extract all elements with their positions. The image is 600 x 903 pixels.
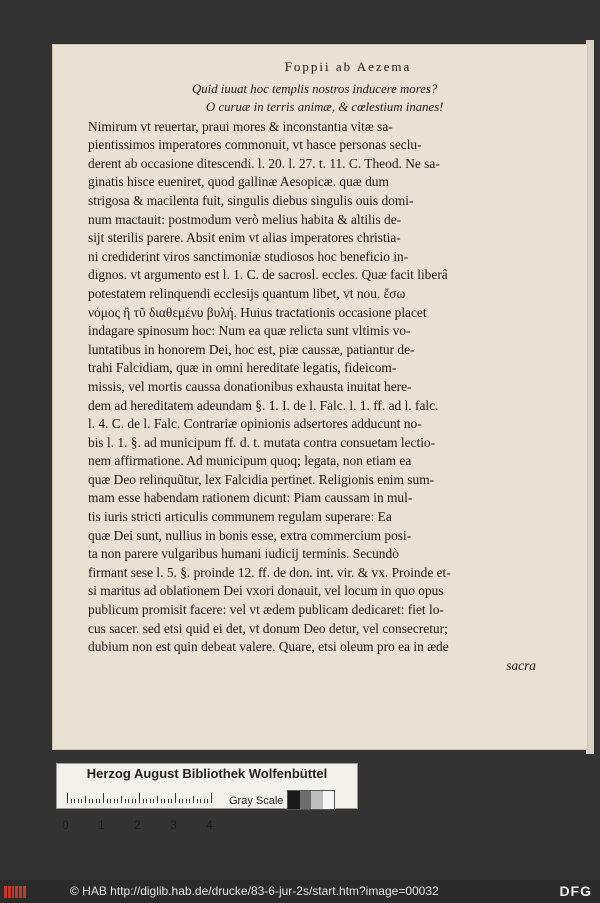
ruler-tick <box>132 799 133 803</box>
ruler-tick <box>146 799 147 803</box>
text-line: bis l. 1. §. ad municipum ff. d. t. mutata contra consuetam lectio- <box>88 434 436 450</box>
ruler-tick <box>81 799 82 803</box>
text-line: tis iuris stricti articulis communem regulam superare: Ea <box>88 509 392 525</box>
ruler-tick <box>157 796 158 803</box>
running-header: Foppii ab Aezema <box>284 59 412 74</box>
ruler-tick <box>107 799 108 803</box>
text-line: si maritus ad oblationem Dei vxori donauit, vel locum in quo opus <box>88 583 444 599</box>
text-line: luntatibus in honorem Dei, hoc est, piæ caussæ, patiantur de- <box>88 341 415 357</box>
hab-logo-icon <box>4 886 26 898</box>
ruler-tick <box>204 799 205 803</box>
ruler-tick <box>168 799 169 803</box>
color-calibration-bar <box>56 763 358 809</box>
ruler-tick <box>135 799 136 803</box>
ruler-tick <box>125 799 126 803</box>
ruler-tick <box>67 793 68 803</box>
library-name: Herzog August Bibliothek Wolfenbüttel <box>86 766 328 781</box>
ruler-number: 4 <box>206 818 213 832</box>
copyright-link[interactable]: © HAB http://diglib.hab.de/drucke/83-6-jur-2s/start.htm?image=00032 <box>70 884 439 898</box>
text-line: derent ab occasione ditescendi. l. 20. l. 27. t. 11. C. Theod. Ne sa- <box>88 155 440 171</box>
catchword: sacra <box>506 657 536 673</box>
ruler-tick <box>96 799 97 803</box>
gray-swatch <box>300 791 312 809</box>
ruler-tick <box>78 799 79 803</box>
ruler-number: 2 <box>134 818 141 832</box>
ruler-tick <box>189 799 190 803</box>
ruler-tick <box>193 796 194 803</box>
dfg-logo: DFG <box>559 883 592 899</box>
text-line: dignos. vt argumento est l. 1. C. de sacrosl. eccles. Quæ facit liberâ <box>88 267 448 283</box>
verse-line: Quid iuuat hoc templis nostros inducere mores? <box>192 81 438 96</box>
text-line: potestatem relinquendi ecclesijs quantum libet, vt nou. ἔσω <box>88 285 406 301</box>
text-line: num mactauit: postmodum verò melius habita & altilis de- <box>88 211 402 227</box>
text-line: sijt sterilis parere. Absit enim vt alias imperatores christia- <box>88 230 401 246</box>
text-line: indagare spinosum hoc: Num ea quæ relicta sunt vltimis vo- <box>88 323 411 339</box>
text-line: pientissimos imperatores commonuit, vt hasce personas seclu- <box>88 137 422 153</box>
text-line: l. 4. C. de l. Falc. Contrariæ opinionis adsertores adducunt no- <box>88 416 422 432</box>
ruler-number: 3 <box>170 818 177 832</box>
gray-swatch <box>311 791 323 809</box>
ruler-tick <box>171 799 172 803</box>
ruler-tick <box>103 793 104 803</box>
ruler-tick <box>121 796 122 803</box>
gray-swatch <box>288 791 300 809</box>
text-line: dem ad hereditatem adeundam §. 1. I. de l. Falc. l. 1. ff. ad l. falc. <box>88 397 439 413</box>
text-line: firmant sese l. 5. §. proinde 12. ff. de don. int. vir. & vx. Proinde et- <box>88 564 451 580</box>
ruler-tick <box>164 799 165 803</box>
logo-bar <box>8 886 11 898</box>
gray-swatch <box>323 791 335 809</box>
ruler-tick <box>175 793 176 803</box>
ruler-tick <box>128 799 129 803</box>
ruler-tick <box>74 799 75 803</box>
grayscale-label: Gray Scale <box>229 795 284 807</box>
gray-swatches <box>287 790 335 810</box>
verse-line: O curuæ in terris animæ, & cœlestium inanes! <box>206 99 444 114</box>
ruler-tick <box>200 799 201 803</box>
ruler-tick <box>117 799 118 803</box>
logo-bar <box>12 886 15 898</box>
page-text <box>88 58 548 675</box>
ruler <box>67 793 217 803</box>
ruler-tick <box>197 799 198 803</box>
logo-bar <box>19 886 22 898</box>
text-line: publicum promisit facere: vel vt ædem publicam dedicaret: fiet lo- <box>88 602 444 618</box>
ruler-tick <box>207 799 208 803</box>
ruler-tick <box>150 799 151 803</box>
footer-bar <box>0 880 600 903</box>
text-line: mam esse habendam rationem dicunt: Piam caussam in mul- <box>88 490 413 506</box>
ruler-tick <box>139 793 140 803</box>
text-line: quæ Deo relinquũtur, lex Falcidia pertinet. Religionis enim sum- <box>88 471 435 487</box>
body-paragraph <box>88 118 548 657</box>
text-line: ta non parere vulgaribus humani iudicij terminis. Secundò <box>88 546 399 562</box>
ruler-tick <box>92 799 93 803</box>
text-line: trahi Falcidiam, quæ in omni hereditate legatis, fideicom- <box>88 360 397 376</box>
text-line: nem affirmatione. Ad municipum quoq; legata, non etiam ea <box>88 453 412 469</box>
text-line: ginatis hisce eueniret, quod gallinæ Aesopicæ. quæ dum <box>88 174 389 190</box>
text-line: strigosa & macilenta fuit, singulis diebus singulis ouis domi- <box>88 192 414 208</box>
ruler-tick <box>143 799 144 803</box>
text-line: Nimirum vt reuertar, praui mores & inconstantia vitæ sa- <box>88 118 393 134</box>
ruler-tick <box>110 799 111 803</box>
ruler-tick <box>186 799 187 803</box>
logo-bar <box>23 886 26 898</box>
logo-bar <box>15 886 18 898</box>
ruler-number: 0 <box>62 818 69 832</box>
ruler-tick <box>71 799 72 803</box>
ruler-tick <box>99 799 100 803</box>
text-line: cus sacer. sed etsi quid ei det, vt donum Deo detur, vel consecretur; <box>88 620 448 636</box>
ruler-tick <box>182 799 183 803</box>
ruler-tick <box>114 799 115 803</box>
ruler-number: 1 <box>98 818 105 832</box>
ruler-tick <box>211 793 212 803</box>
ruler-tick <box>89 799 90 803</box>
text-line: νόμος ἢ τῦ διαθεμένυ βυλή. Huius tractationis occasione placet <box>88 304 427 320</box>
logo-bar <box>4 886 7 898</box>
text-line: missis, vel mortis caussa donationibus exhausta inuitat here- <box>88 378 412 394</box>
text-line: quæ Dei sunt, nullius in bonis esse, extra commercium posi- <box>88 527 412 543</box>
ruler-tick <box>179 799 180 803</box>
ruler-tick <box>85 796 86 803</box>
text-line: ni crediderint viros sanctimoniæ studiosos hoc beneficio in- <box>88 248 409 264</box>
text-line: dubium non est quin debeat valere. Quare, etsi oleum pro ea in æde <box>88 639 449 655</box>
ruler-tick <box>161 799 162 803</box>
ruler-tick <box>153 799 154 803</box>
